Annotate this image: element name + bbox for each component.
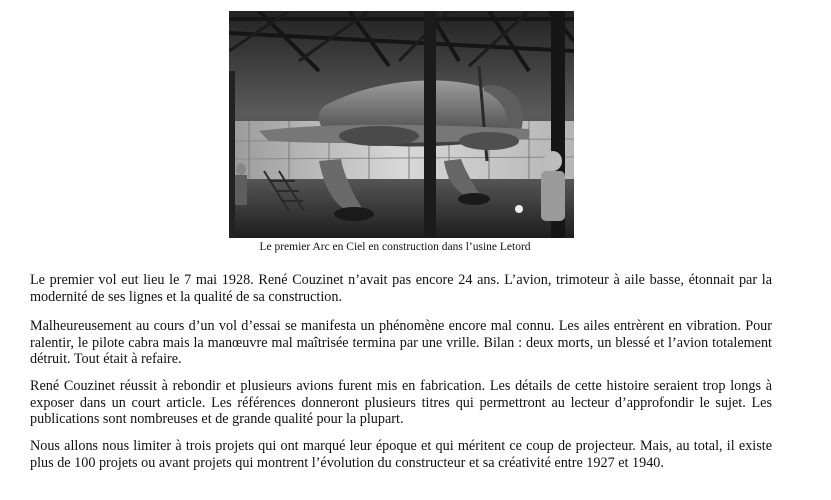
- paragraph-crash: Malheureusement au cours d’un vol d’essai se manifesta un phénomène encore mal connu. Les ailes entrèrent en vibration. Pour ralentir, le pilote cabra mais la manœuvre mal maîtrisée termina par une vrille. Bilan : deux morts, un blessé et l’avion totalement détruit. Tout était à refaire.: [30, 318, 772, 367]
- paragraph-first-flight: Le premier vol eut lieu le 7 mai 1928. René Couzinet n’avait pas encore 24 ans. L’avion, trimoteur à aile basse, étonnait par la modernité de ses lignes et la qualité de sa construction.: [30, 272, 772, 305]
- figure-caption: Le premier Arc en Ciel en construction dans l’usine Letord: [259, 241, 531, 253]
- aircraft-construction-photo: [229, 11, 574, 238]
- paragraph-projects: Nous allons nous limiter à trois projets qui ont marqué leur époque et qui méritent ce coup de projecteur. Mais, au total, il existe plus de 100 projets ou avant projets qui montrent l’évolution du constructeur et sa créativité entre 1927 et 1940.: [30, 438, 772, 471]
- paragraph-rebound: René Couzinet réussit à rebondir et plusieurs avions furent mis en fabrication. Les détails de cette histoire seraient trop longs à exposer dans un court article. Les références donneront plusieurs titres qui permettront au lecteur d’approfondir le sujet. Les publications sont nombreuses et de grande qualité pour la plupart.: [30, 378, 772, 427]
